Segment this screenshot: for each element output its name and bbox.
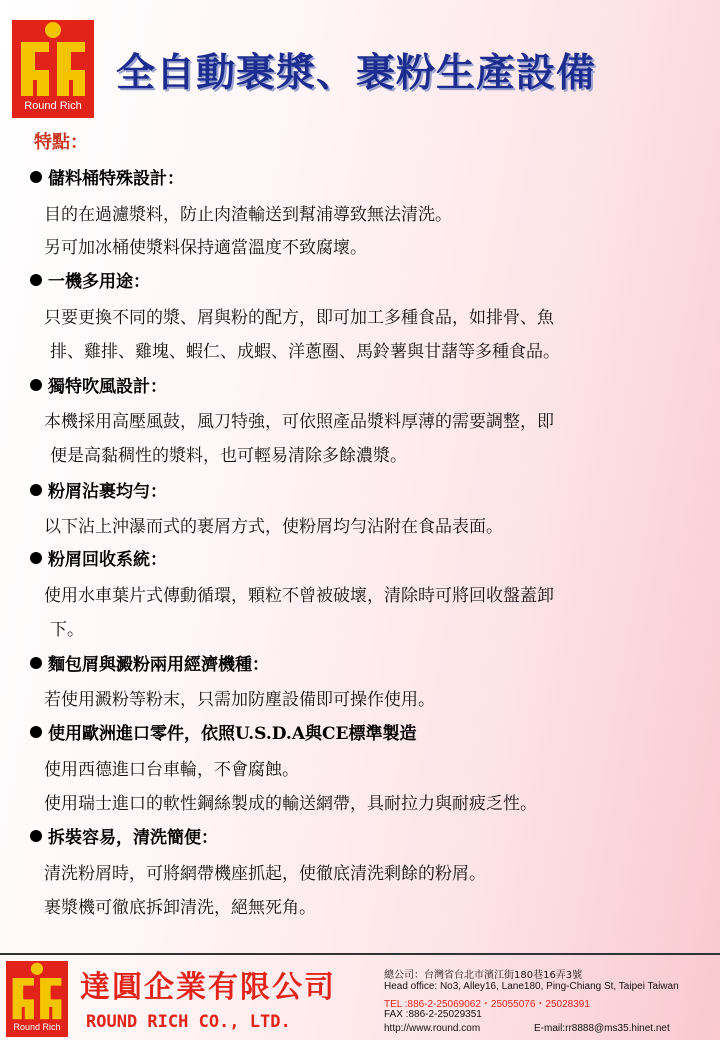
section-title-text: 一機多用途：: [48, 272, 150, 292]
section-title: [30, 545, 167, 570]
telephone: TEL :886-2-25069062・25055076・25028391: [384, 999, 590, 1010]
fax: FAX :886-2-25029351: [384, 1009, 482, 1020]
section-line: 清洗粉屑時，可將網帶機座抓起，使徹底清洗剩餘的粉屑。: [44, 864, 486, 884]
logo-text: Round Rich: [24, 100, 82, 112]
email-link[interactable]: E-mail:rr8888@ms35.hinet.net: [534, 1023, 670, 1034]
bullet-icon: [30, 657, 42, 669]
company-logo: [12, 20, 94, 118]
section-line: 裹漿機可徹底拆卸清洗，絕無死角。: [44, 898, 316, 918]
section-title: [30, 164, 184, 189]
section-title: [30, 372, 167, 397]
section-line: 使用瑞士進口的軟性鋼絲製成的輸送網帶，具耐拉力與耐疲乏性。: [44, 794, 537, 814]
section-line: 只要更換不同的漿、屑與粉的配方，即可加工多種食品，如排骨、魚: [44, 308, 554, 328]
section-title-text: 粉屑回收系統：: [48, 550, 167, 570]
section-title: [30, 477, 167, 502]
section-title-text: 拆裝容易，清洗簡便：: [48, 828, 218, 848]
section-title: [30, 719, 417, 744]
section-title: [30, 823, 218, 848]
section-line: 若使用澱粉等粉末，只需加防塵設備即可操作使用。: [44, 690, 435, 710]
page-title: 全自動裹漿、裹粉生產設備: [116, 51, 597, 96]
company-name-zh: 達圓企業有限公司: [80, 970, 336, 1005]
section-line: 便是高黏稠性的漿料，也可輕易清除多餘濃漿。: [50, 446, 407, 466]
section-title: [30, 267, 150, 292]
round-rich-logo-icon: [15, 20, 91, 98]
section-line: 使用水車葉片式傳動循環，顆粒不曾被破壞，清除時可將回收盤蓋卸: [44, 586, 554, 606]
bullet-icon: [30, 830, 42, 842]
features-heading: 特點：: [34, 132, 88, 153]
footer-logo: [6, 961, 68, 1037]
section-title-text: 粉屑沾裹均勻：: [48, 482, 167, 502]
section-line: 下。: [50, 620, 84, 640]
bullet-icon: [30, 379, 42, 391]
address-en: Head office: No3, Alley16, Lane180, Ping-Chiang St, Taipei Taiwan: [384, 981, 679, 992]
bullet-icon: [30, 484, 42, 496]
bullet-icon: [30, 552, 42, 564]
section-title-text: 麵包屑與澱粉兩用經濟機種：: [48, 655, 269, 675]
section-title-text: 獨特吹風設計：: [48, 377, 167, 397]
bullet-icon: [30, 726, 42, 738]
bullet-icon: [30, 274, 42, 286]
section-title: [30, 650, 269, 675]
footer-divider: [0, 953, 720, 955]
logo-text: Round Rich: [13, 1022, 61, 1032]
section-line: 使用西德進口台車輪，不會腐蝕。: [44, 760, 299, 780]
section-title-text: 使用歐洲進口零件，依照U.S.D.A與CE標準製造: [48, 724, 417, 744]
company-name-en: ROUND RICH CO., LTD.: [86, 1012, 291, 1032]
section-line: 另可加冰桶使漿料保持適當溫度不致腐壞。: [44, 238, 367, 258]
section-line: 目的在過濾漿料，防止肉渣輸送到幫浦導致無法清洗。: [44, 205, 452, 225]
section-line: 本機採用高壓風鼓，風刀特強，可依照產品漿料厚薄的需要調整，即: [44, 412, 554, 432]
address-zh: 總公司：台灣省台北市濱江街180巷16弄3號: [384, 970, 583, 981]
website-link[interactable]: http://www.round.com: [384, 1023, 481, 1034]
section-title-text: 儲料桶特殊設計：: [48, 169, 184, 189]
section-line: 排、雞排、雞塊、蝦仁、成蝦、洋蔥圈、馬鈴薯與甘藷等多種食品。: [50, 342, 560, 362]
round-rich-logo-icon: [8, 961, 66, 1021]
section-line: 以下沾上沖瀑而式的裹屑方式，使粉屑均勻沾附在食品表面。: [44, 517, 503, 537]
bullet-icon: [30, 171, 42, 183]
